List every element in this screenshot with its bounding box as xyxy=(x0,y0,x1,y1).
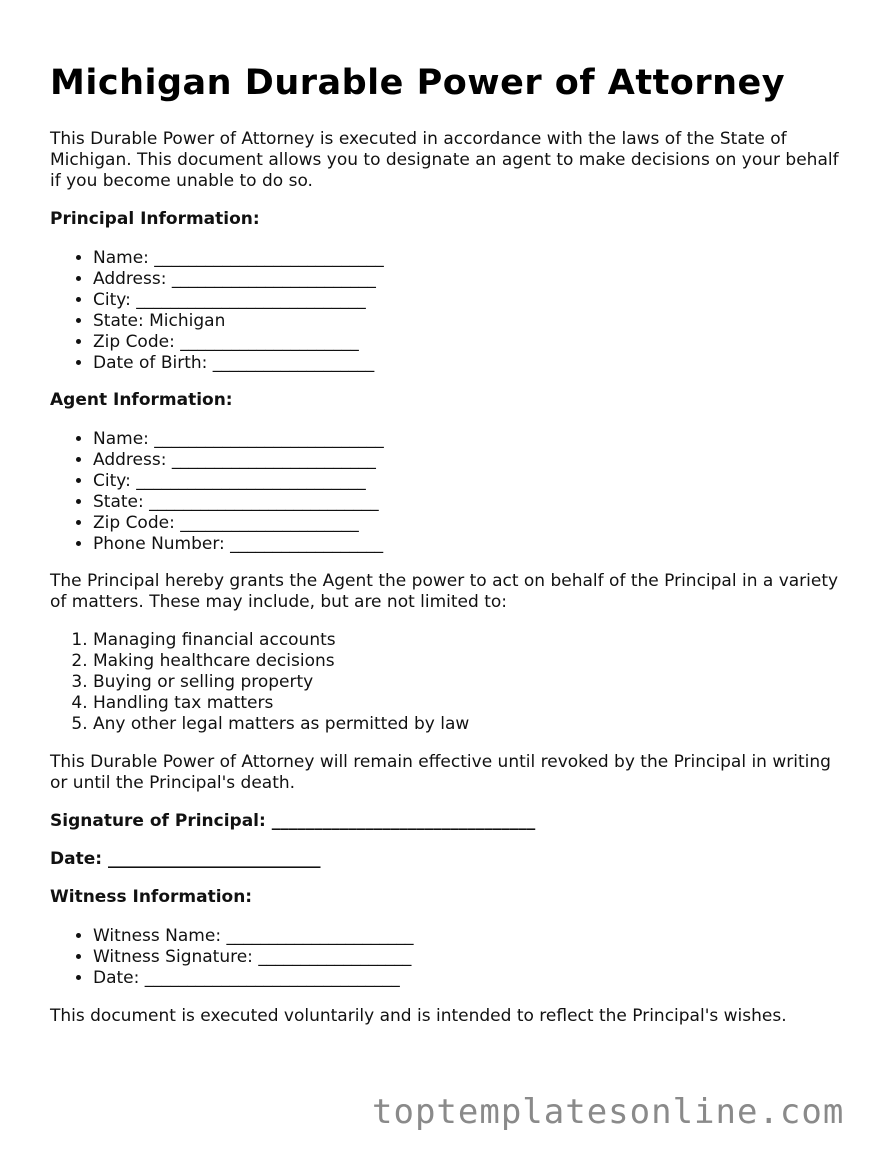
agent-section xyxy=(50,390,840,411)
principal-heading: Principal Information: xyxy=(50,209,260,229)
powers-intro-paragraph xyxy=(50,571,840,613)
witness-section xyxy=(50,887,840,908)
powers-list-wrap xyxy=(50,630,840,735)
witness-signature-field: • Witness Signature: __________________ xyxy=(93,947,840,968)
power-item: 4. Handling tax matters xyxy=(93,693,840,714)
principal-list xyxy=(50,248,840,374)
principal-zip-field: • Zip Code: _____________________ xyxy=(93,332,840,353)
agent-phone-field: • Phone Number: __________________ xyxy=(93,534,840,555)
closing-paragraph xyxy=(50,1006,840,1027)
agent-name-field: • Name: ___________________________ xyxy=(93,429,840,450)
agent-list xyxy=(50,429,840,555)
powers-intro-text: The Principal hereby grants the Agent the power to act on behalf of the Principal in a variety of matters. These may include, but are not limited to: xyxy=(50,571,839,612)
agent-list-wrap xyxy=(50,429,840,555)
principal-name-field: • Name: ___________________________ xyxy=(93,248,840,269)
document-title: Michigan Durable Power of Attorney xyxy=(50,63,786,103)
intro-paragraph xyxy=(50,129,840,192)
principal-city-field: • City: ___________________________ xyxy=(93,290,840,311)
witness-date-field: • Date: ______________________________ xyxy=(93,968,840,989)
witness-heading: Witness Information: xyxy=(50,887,253,907)
agent-state-field: • State: ___________________________ xyxy=(93,492,840,513)
principal-address-field: • Address: ________________________ xyxy=(93,269,840,290)
agent-address-field: • Address: ________________________ xyxy=(93,450,840,471)
power-item: 2. Making healthcare decisions xyxy=(93,651,840,672)
closing-text: This document is executed voluntarily and is intended to reflect the Principal's wishes. xyxy=(50,1006,787,1026)
signature-line xyxy=(50,811,840,832)
agent-heading: Agent Information: xyxy=(50,390,233,410)
principal-dob-field: • Date of Birth: ___________________ xyxy=(93,353,840,374)
principal-state-field: • State: Michigan xyxy=(93,311,840,332)
principal-signature-field: Signature of Principal: _______________________________ xyxy=(50,811,536,831)
power-item: 3. Buying or selling property xyxy=(93,672,840,693)
date-line xyxy=(50,849,840,870)
witness-list xyxy=(50,926,840,989)
powers-list xyxy=(50,630,840,735)
agent-city-field: • City: ___________________________ xyxy=(93,471,840,492)
effective-text: This Durable Power of Attorney will remain effective until revoked by the Principal in writing or until the Principal's death. xyxy=(50,752,831,793)
power-item: 1. Managing financial accounts xyxy=(93,630,840,651)
intro-text: This Durable Power of Attorney is executed in accordance with the laws of the State of Michigan. This document allows you to designate an agent to make decisions on your behalf if you become unable to do so. xyxy=(50,129,839,191)
power-item: 5. Any other legal matters as permitted by law xyxy=(93,714,840,735)
witness-list-wrap xyxy=(50,926,840,989)
principal-date-field: Date: _________________________ xyxy=(50,849,321,869)
witness-name-field: • Witness Name: ______________________ xyxy=(93,926,840,947)
principal-list-wrap xyxy=(50,248,840,374)
agent-zip-field: • Zip Code: _____________________ xyxy=(93,513,840,534)
watermark: toptemplatesonline.com xyxy=(372,1092,845,1132)
effective-paragraph xyxy=(50,752,840,794)
principal-section xyxy=(50,209,840,230)
